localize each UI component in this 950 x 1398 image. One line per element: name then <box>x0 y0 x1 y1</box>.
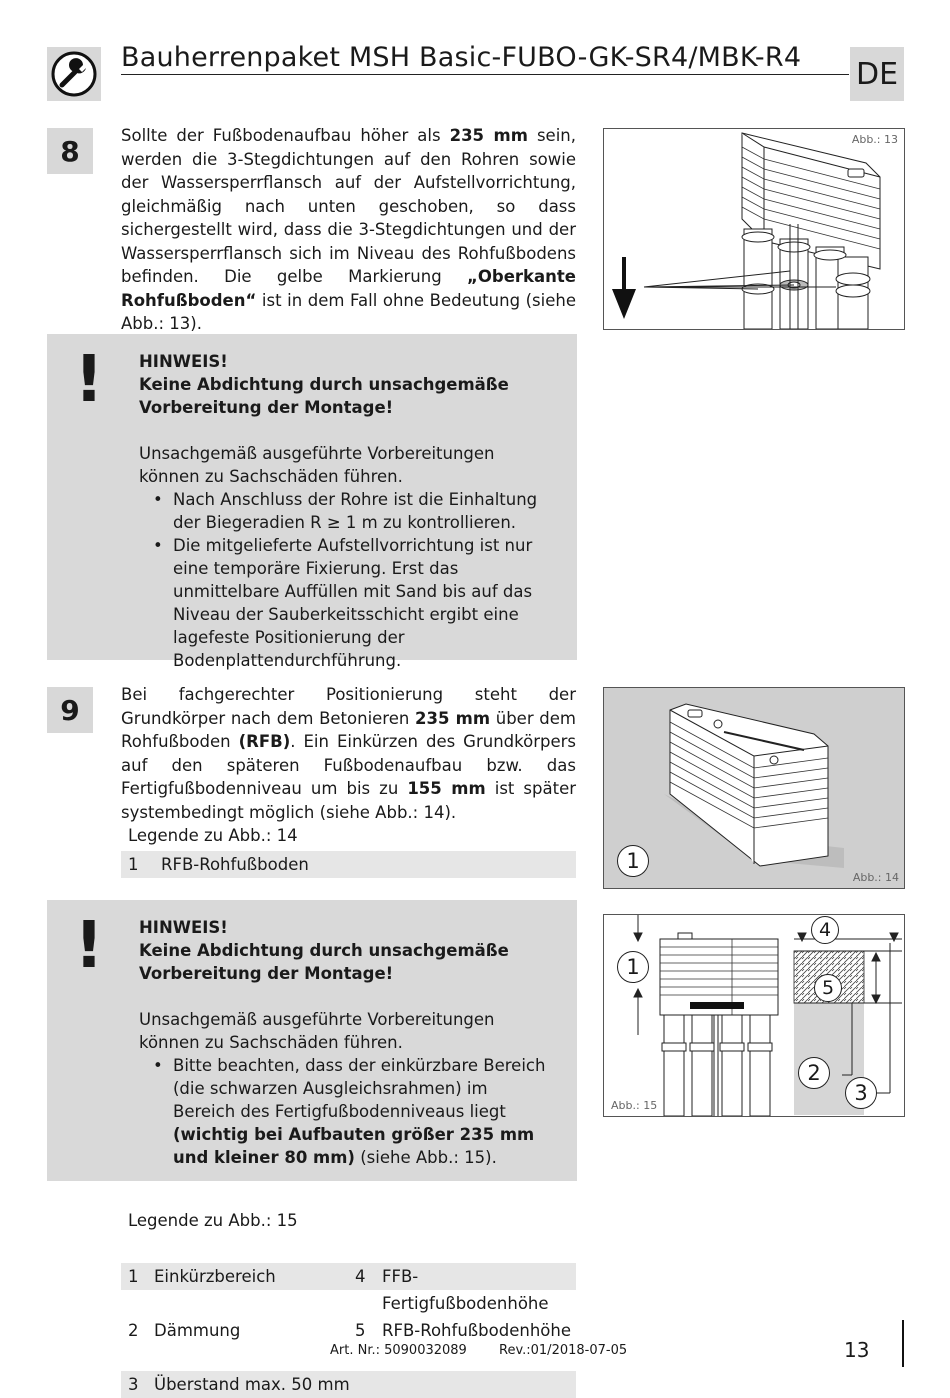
legend-15-title: Legende zu Abb.: 15 <box>128 1211 298 1230</box>
revision: Rev.:01/2018-07-05 <box>499 1343 628 1358</box>
notice-1-intro: Unsachgemäß ausgeführte Vorbereitungen können zu Sachschäden führen. <box>139 444 495 486</box>
notice-box-2 <box>47 900 577 1181</box>
figure-14-label: Abb.: 14 <box>852 871 899 884</box>
callout-1: 1 <box>617 951 649 983</box>
figure-15-label: Abb.: 15 <box>611 1099 658 1112</box>
figure-13-drawing <box>604 129 904 329</box>
notice-1-bullet: • Die mitgelieferte Aufstellvorrichtung ist nur eine temporäre Fixierung. Erst das unmittelbare Auffüllen mit Sand bis auf das Niveau der Sauberkeitsschicht ergibt eine lagefeste Positionierung der Bodenplattendurchführung. <box>139 534 552 672</box>
callout-1: 1 <box>617 845 649 877</box>
step-9-text: Bei fachgerechter Positionierung steht der Grundkörper nach dem Betonieren 235 mm über dem Rohfußboden (RFB). Ein Einkürzen des Grundkörpers auf den späteren Fußbodenaufbau bzw. das Fertigfußbodenniveau um bis zu 155 mm ist später systembedingt möglich (siehe Abb.: 14). <box>121 685 577 822</box>
notice-2-bullet: • Bitte beachten, dass der einkürzbare Bereich (die schwarzen Ausgleichsrahmen) im Bereich des Fertigfußbodenniveaus liegt (wichtig bei Aufbauten größer 235 mm und kleiner 80 mm) (siehe Abb.: 15). <box>139 1054 552 1169</box>
legend-row: 2 Dämmung 5 RFB-Rohfußbodenhöhe <box>128 1321 571 1340</box>
notice-1-text <box>139 350 552 672</box>
article-number: Art. Nr.: 5090032089 <box>330 1343 467 1358</box>
notice-2-intro: Unsachgemäß ausgeführte Vorbereitungen können zu Sachschäden führen. <box>139 1010 495 1052</box>
callout-2: 2 <box>798 1057 830 1089</box>
step-number-8: 8 <box>47 128 93 174</box>
notice-1-bullet: • Nach Anschluss der Rohre ist die Einhaltung der Biegeradien R ≥ 1 m zu kontrollieren. <box>139 488 552 534</box>
legend-row: 1 RFB-Rohfußboden <box>121 851 576 878</box>
page-title: Bauherrenpaket MSH Basic-FUBO-GK-SR4/MBK-R4 <box>121 42 802 73</box>
notice-1-heading: HINWEIS! <box>139 352 228 371</box>
wrench-icon-box <box>47 47 101 101</box>
notice-2-text <box>139 916 552 1169</box>
callout-4: 4 <box>811 916 839 944</box>
callout-5: 5 <box>814 974 842 1002</box>
figure-14-drawing <box>604 688 904 888</box>
exclamation-icon: ! <box>74 909 104 983</box>
footer-divider <box>902 1320 904 1367</box>
notice-1-subheading: Keine Abdichtung durch unsachgemäße Vorbereitung der Montage! <box>139 375 509 417</box>
notice-2-subheading: Keine Abdichtung durch unsachgemäße Vorbereitung der Montage! <box>139 941 509 983</box>
legend-14-title: Legende zu Abb.: 14 <box>128 826 298 845</box>
exclamation-icon: ! <box>74 343 104 417</box>
language-badge: DE <box>850 47 904 101</box>
callout-3: 3 <box>845 1077 877 1109</box>
figure-13 <box>603 128 905 330</box>
figure-14 <box>603 687 905 889</box>
figure-15 <box>603 914 905 1117</box>
wrench-icon <box>47 47 101 101</box>
notice-box-1 <box>47 334 577 670</box>
notice-2-heading: HINWEIS! <box>139 918 228 937</box>
figure-13-label: Abb.: 13 <box>851 133 898 146</box>
page-number: 13 <box>844 1338 870 1362</box>
step-number-9: 9 <box>47 687 93 733</box>
title-divider <box>121 74 849 75</box>
marking-label <box>690 1002 744 1009</box>
step-8-text: Sollte der Fußbodenaufbau höher als 235 mm sein, werden die 3-Stegdichtungen auf den Rohren sowie der Wassersperrflansch auf der Aufstellvorrichtung, gleichmäßig nach unten geschoben, so dass sichergestellt wird, dass die 3-Stegdichtungen und der Wassersperrflansch sich im Niveau des Rohfußbodens befinden. Die gelbe Markierung „Oberkante Rohfußboden“ ist in dem Fall ohne Bedeutung (siehe Abb.: 13). <box>121 126 576 333</box>
legend-row: 1 Einkürzbereich 4 FFB-Fertigfußbodenhöhe <box>121 1263 576 1290</box>
legend-row: 3 Überstand max. 50 mm <box>121 1371 576 1398</box>
